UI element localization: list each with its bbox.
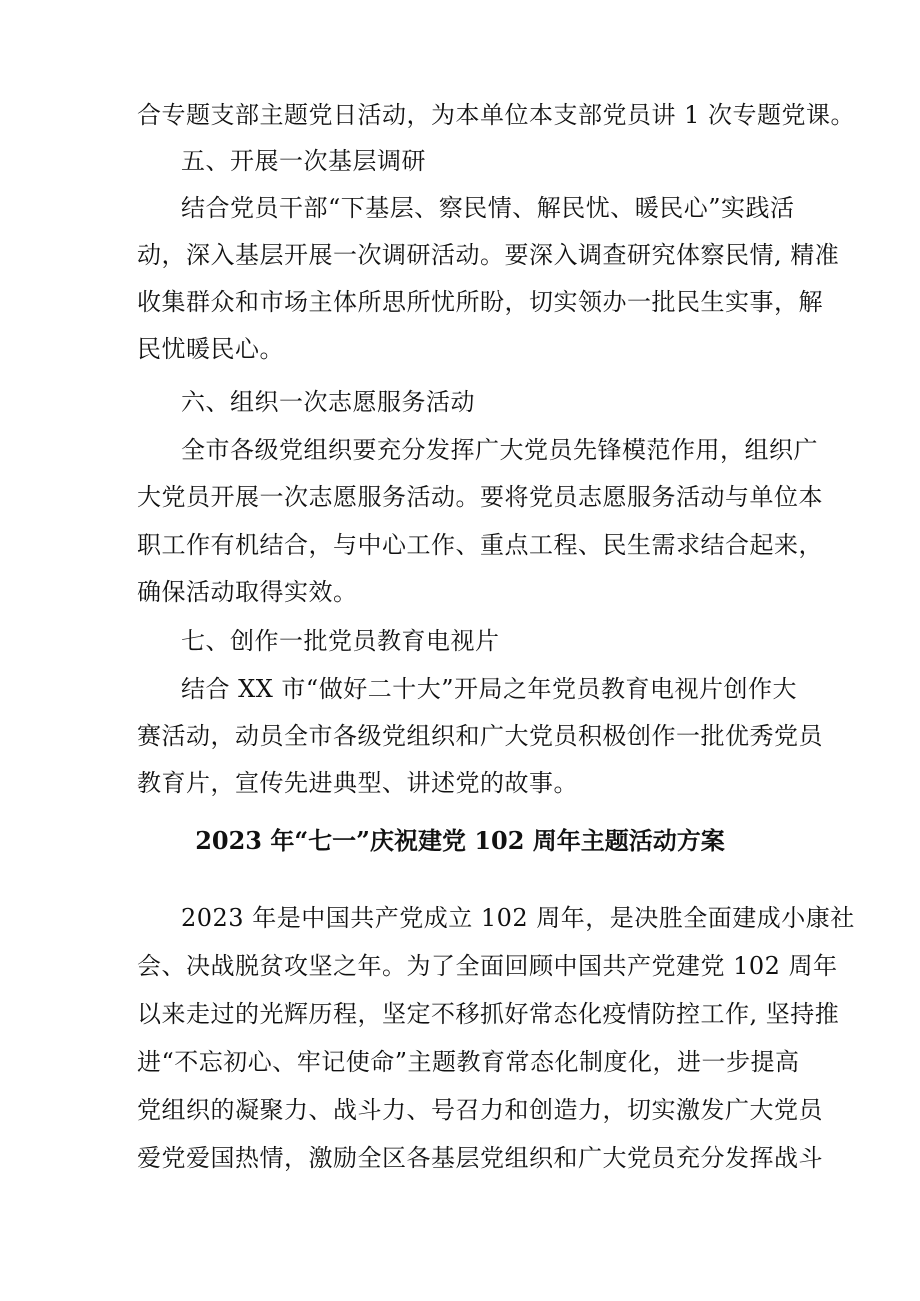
text-line: 以来走过的光辉历程，坚定不移抓好常态化疫情防控工作, 坚持推 xyxy=(137,1000,840,1028)
text-line: 合专题支部主题党日活动，为本单位本支部党员讲 1 次专题党课。 xyxy=(137,101,856,129)
section-heading: 六、组织一次志愿服务活动 xyxy=(181,388,475,416)
text-line: 爱党爱国热情，激励全区各基层党组织和广大党员充分发挥战斗 xyxy=(137,1144,823,1172)
section-heading: 七、创作一批党员教育电视片 xyxy=(181,627,500,655)
text-line: 党组织的凝聚力、战斗力、号召力和创造力，切实激发广大党员 xyxy=(137,1096,823,1124)
text-line: 会、决战脱贫攻坚之年。为了全面回顾中国共产党建党 102 周年 xyxy=(137,952,838,980)
text-line: 进“不忘初心、牢记使命”主题教育常态化制度化，进一步提高 xyxy=(137,1048,800,1076)
text-line: 收集群众和市场主体所思所忧所盼，切实领办一批民生实事，解 xyxy=(137,288,823,316)
text-line: 职工作有机结合，与中心工作、重点工程、民生需求结合起来， xyxy=(137,531,823,559)
text-line: 全市各级党组织要充分发挥广大党员先锋模范作用，组织广 xyxy=(181,436,818,464)
section-heading: 五、开展一次基层调研 xyxy=(181,147,426,175)
text-line: 动，深入基层开展一次调研活动。要深入调查研究体察民情, 精准 xyxy=(137,241,840,269)
text-line: 确保活动取得实效。 xyxy=(137,578,358,606)
text-line: 赛活动，动员全市各级党组织和广大党员积极创作一批优秀党员 xyxy=(137,722,823,750)
text-line: 教育片，宣传先进典型、讲述党的故事。 xyxy=(137,769,578,797)
text-line: 2023 年是中国共产党成立 102 周年，是决胜全面建成小康社 xyxy=(181,904,855,932)
text-line: 结合党员干部“下基层、察民情、解民忧、暖民心”实践活 xyxy=(181,194,795,222)
document-title: 2023 年“七一”庆祝建党 102 周年主题活动方案 xyxy=(195,826,725,855)
text-line: 民忧暖民心。 xyxy=(137,335,284,363)
text-line: 结合 XX 市“做好二十大”开局之年党员教育电视片创作大 xyxy=(181,675,797,703)
text-line: 大党员开展一次志愿服务活动。要将党员志愿服务活动与单位本 xyxy=(137,483,823,511)
